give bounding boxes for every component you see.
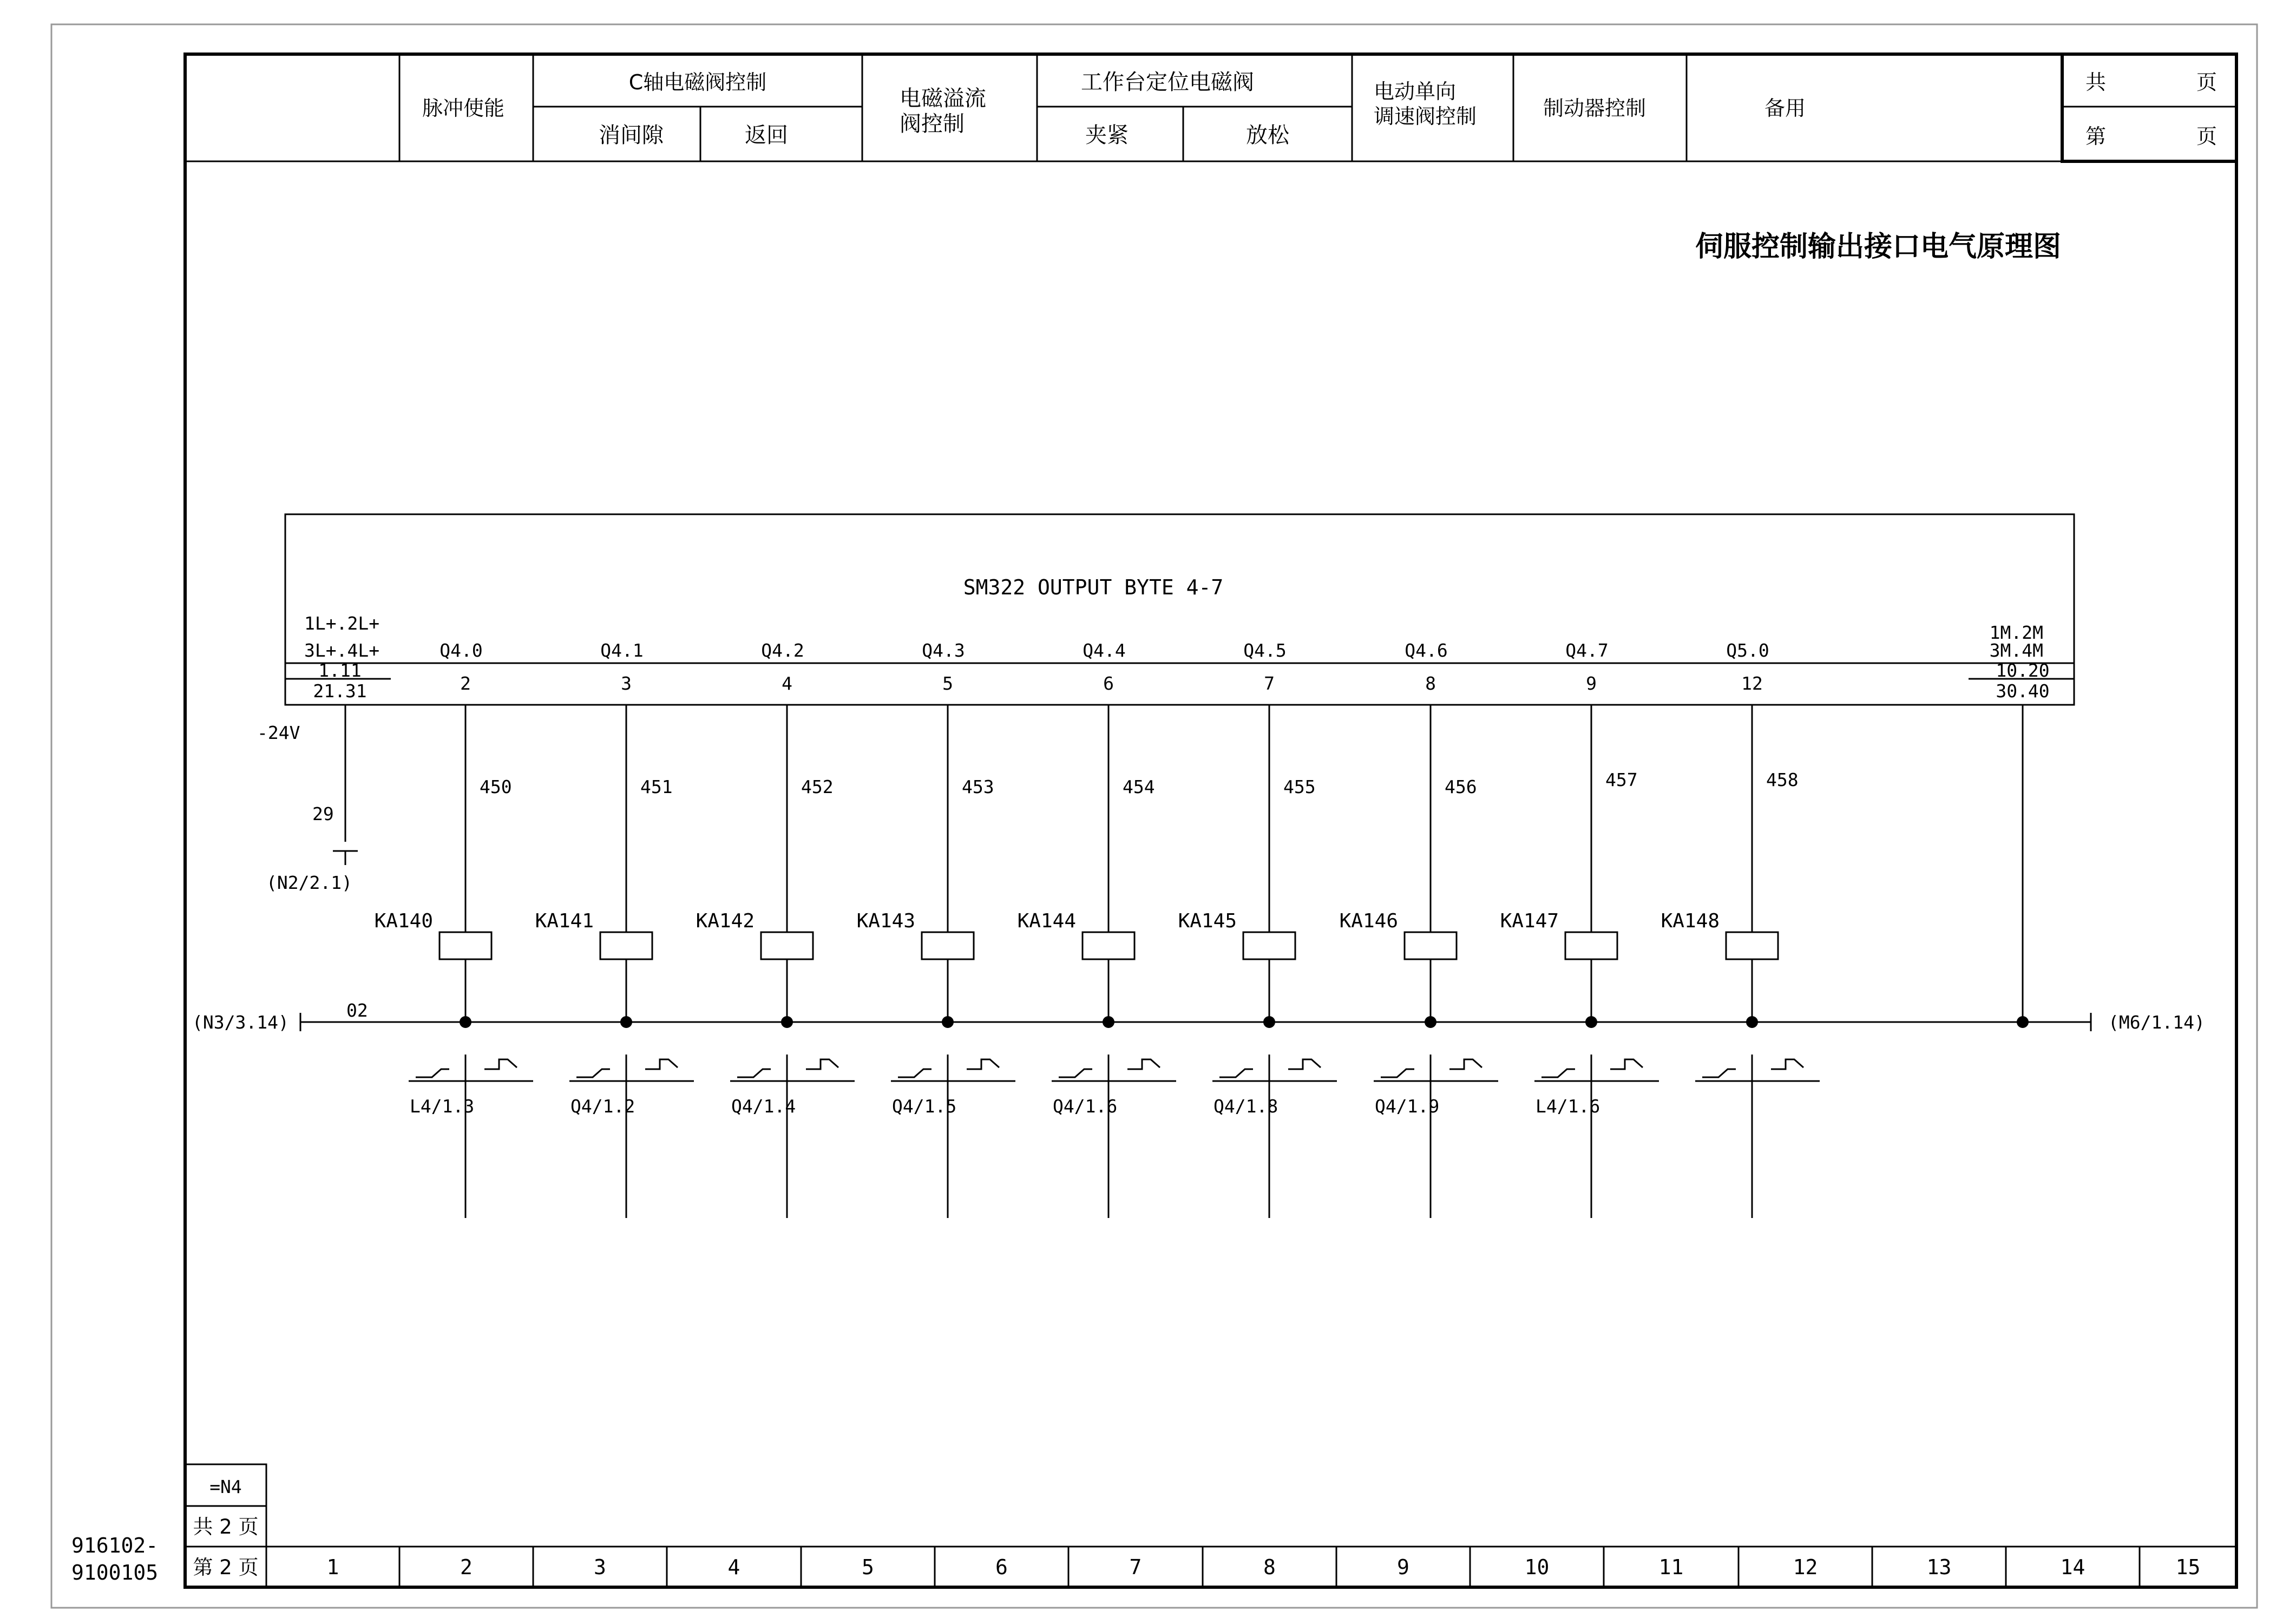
channel-address: Q4.3 (922, 640, 965, 661)
supply-voltage: -24V (257, 722, 300, 743)
bus-junction (1585, 1016, 1597, 1028)
relay-coil (922, 932, 974, 959)
channel-address: Q4.4 (1083, 640, 1126, 661)
contact-symbol (1374, 1055, 1498, 1218)
supply-feed (257, 705, 358, 893)
supply-right-pin1: 10.20 (1996, 660, 2050, 681)
page-current-label: 第 (2085, 125, 2107, 148)
page-total-label: 共 (2085, 70, 2107, 94)
column-number: 4 (727, 1555, 740, 1579)
contact-symbol (1534, 1055, 1659, 1218)
relay-label: KA141 (535, 910, 594, 932)
sheet-code: =N4 (209, 1476, 242, 1497)
column-number: 3 (594, 1555, 606, 1579)
relay-coil (1726, 932, 1778, 959)
drawing-frame (185, 54, 2236, 1587)
relay-label: KA147 (1500, 910, 1559, 932)
channel-address: Q4.1 (600, 640, 644, 661)
bus-right-reference: (M6/1.14) (2108, 1012, 2205, 1033)
channel-address: Q4.7 (1565, 640, 1609, 661)
sm322-module (285, 514, 2074, 705)
supply-right-pin2: 30.40 (1996, 680, 2050, 702)
contact-reference: Q4/1.4 (731, 1096, 796, 1117)
channel-address: Q4.5 (1243, 640, 1287, 661)
header-c-axis-sub-1: 消间隙 (599, 123, 664, 148)
drawing-title: 伺服控制输出接口电气原理图 (1695, 231, 2062, 263)
contact-symbol (730, 1055, 855, 1218)
relay-label: KA142 (696, 910, 755, 932)
relay-coil (600, 932, 652, 959)
supply-left-pin1: 1.11 (318, 660, 362, 681)
channel-pin: 7 (1264, 673, 1275, 694)
channel-pin: 5 (942, 673, 953, 694)
supply-left-mid: 3L+.4L+ (304, 640, 380, 661)
wire-number: 452 (801, 776, 834, 797)
supply-left-pin2: 21.31 (313, 680, 367, 702)
column-number: 15 (2175, 1555, 2201, 1579)
output-channels (375, 640, 1820, 1218)
relay-coil (1083, 932, 1134, 959)
relay-coil (1565, 932, 1617, 959)
wire-number: 456 (1445, 776, 1477, 797)
column-number: 7 (1129, 1555, 1142, 1579)
channel-pin: 6 (1103, 673, 1114, 694)
supply-wire-number: 29 (312, 803, 334, 824)
relay-label: KA146 (1339, 910, 1398, 932)
header-speed-valve-line-1: 电动单向 (1374, 80, 1457, 103)
column-number: 6 (995, 1555, 1008, 1579)
header-table-sub-2: 放松 (1246, 123, 1289, 148)
relay-coil (1405, 932, 1457, 959)
column-number: 14 (2060, 1555, 2085, 1579)
relay-coil (1243, 932, 1295, 959)
header-brake-control: 制动器控制 (1543, 96, 1646, 120)
output-channel (1178, 640, 1337, 1218)
wire-number: 453 (962, 776, 994, 797)
header-spare: 备用 (1764, 96, 1806, 120)
channel-address: Q5.0 (1726, 640, 1769, 661)
column-number: 13 (1926, 1555, 1952, 1579)
contact-symbol (1212, 1055, 1337, 1218)
header-overflow-valve-line-2: 阀控制 (900, 112, 965, 136)
output-channel (1500, 640, 1659, 1218)
supply-left-top: 1L+.2L+ (304, 613, 380, 634)
output-channel (857, 640, 1015, 1218)
contact-reference: Q4/1.6 (1053, 1096, 1118, 1117)
contact-reference: L4/1.3 (410, 1096, 475, 1117)
column-number: 8 (1263, 1555, 1276, 1579)
channel-pin: 3 (621, 673, 632, 694)
wire-number: 455 (1283, 776, 1316, 797)
relay-label: KA140 (374, 910, 433, 932)
column-number: 2 (460, 1555, 473, 1579)
contact-symbol (891, 1055, 1015, 1218)
output-channel (1018, 640, 1176, 1218)
footer-columns (327, 1547, 2201, 1587)
supply-reference: (N2/2.1) (266, 872, 352, 893)
relay-coil (761, 932, 813, 959)
channel-address: Q4.6 (1405, 640, 1448, 661)
header-pulse-enable: 脉冲使能 (422, 96, 505, 120)
bus-junction (942, 1016, 954, 1028)
supply-right-mid: 3M.4M (1989, 640, 2043, 661)
contact-reference: Q4/1.2 (570, 1096, 635, 1117)
header-table-valve: 工作台定位电磁阀 (1081, 70, 1254, 95)
header-table-sub-1: 夹紧 (1085, 123, 1129, 148)
page-total-unit: 页 (2196, 70, 2218, 94)
relay-coil (439, 932, 491, 959)
column-number: 10 (1524, 1555, 1550, 1579)
column-number: 11 (1658, 1555, 1684, 1579)
wire-number: 458 (1766, 769, 1799, 790)
contact-reference: Q4/1.5 (892, 1096, 957, 1117)
relay-label: KA145 (1178, 910, 1237, 932)
page-current-unit: 页 (2196, 125, 2218, 148)
total-pages: 共 2 页 (193, 1515, 259, 1538)
channel-address: Q4.0 (439, 640, 483, 661)
column-number: 12 (1793, 1555, 1818, 1579)
bus-junction (1103, 1016, 1114, 1028)
drawing-number-line-2: 9100105 (71, 1561, 159, 1584)
contact-symbol (1052, 1055, 1176, 1218)
column-number: 9 (1397, 1555, 1409, 1579)
contact-symbol (1695, 1055, 1820, 1218)
header-speed-valve-line-2: 调速阀控制 (1374, 104, 1477, 128)
contact-reference: Q4/1.9 (1375, 1096, 1440, 1117)
column-number: 5 (862, 1555, 874, 1579)
contact-symbol (409, 1055, 533, 1218)
output-channel (696, 640, 855, 1218)
bus-junction (1746, 1016, 1758, 1028)
bus-junction (460, 1016, 471, 1028)
bus-left-reference: (N3/3.14) (192, 1012, 289, 1033)
neutral-bus (192, 1000, 2205, 1033)
bus-junction (781, 1016, 793, 1028)
relay-label: KA144 (1017, 910, 1076, 932)
column-number: 1 (326, 1555, 339, 1579)
channel-pin: 2 (460, 673, 471, 694)
header-overflow-valve-line-1: 电磁溢流 (900, 86, 986, 111)
channel-address: Q4.2 (761, 640, 804, 661)
header-c-axis-valve: C轴电磁阀控制 (628, 70, 767, 94)
output-channel (535, 640, 694, 1218)
output-channel (375, 640, 533, 1218)
wire-number: 450 (480, 776, 512, 797)
bus-junction (1263, 1016, 1275, 1028)
header-labels (422, 70, 2217, 148)
output-channel (1661, 640, 1820, 1218)
wire-number: 457 (1605, 769, 1638, 790)
header-c-axis-sub-2: 返回 (745, 123, 788, 148)
contact-reference: L4/1.6 (1536, 1096, 1600, 1117)
module-name: SM322 OUTPUT BYTE 4-7 (963, 575, 1224, 599)
channel-pin: 12 (1741, 673, 1763, 694)
bus-junction (620, 1016, 632, 1028)
relay-label: KA148 (1661, 910, 1720, 932)
supply-right-top: 1M.2M (1989, 622, 2043, 643)
relay-label: KA143 (856, 910, 915, 932)
contact-reference: Q4/1.8 (1213, 1096, 1278, 1117)
drawing-number-line-1: 916102- (71, 1534, 159, 1557)
channel-pin: 8 (1425, 673, 1436, 694)
output-channel (1340, 640, 1498, 1218)
wire-number: 454 (1123, 776, 1155, 797)
channel-pin: 4 (782, 673, 792, 694)
current-page: 第 2 页 (193, 1556, 259, 1579)
wire-number: 451 (640, 776, 673, 797)
bus-junction (1425, 1016, 1436, 1028)
contact-symbol (569, 1055, 694, 1218)
channel-pin: 9 (1586, 673, 1597, 694)
bus-wire-number: 02 (346, 1000, 368, 1021)
